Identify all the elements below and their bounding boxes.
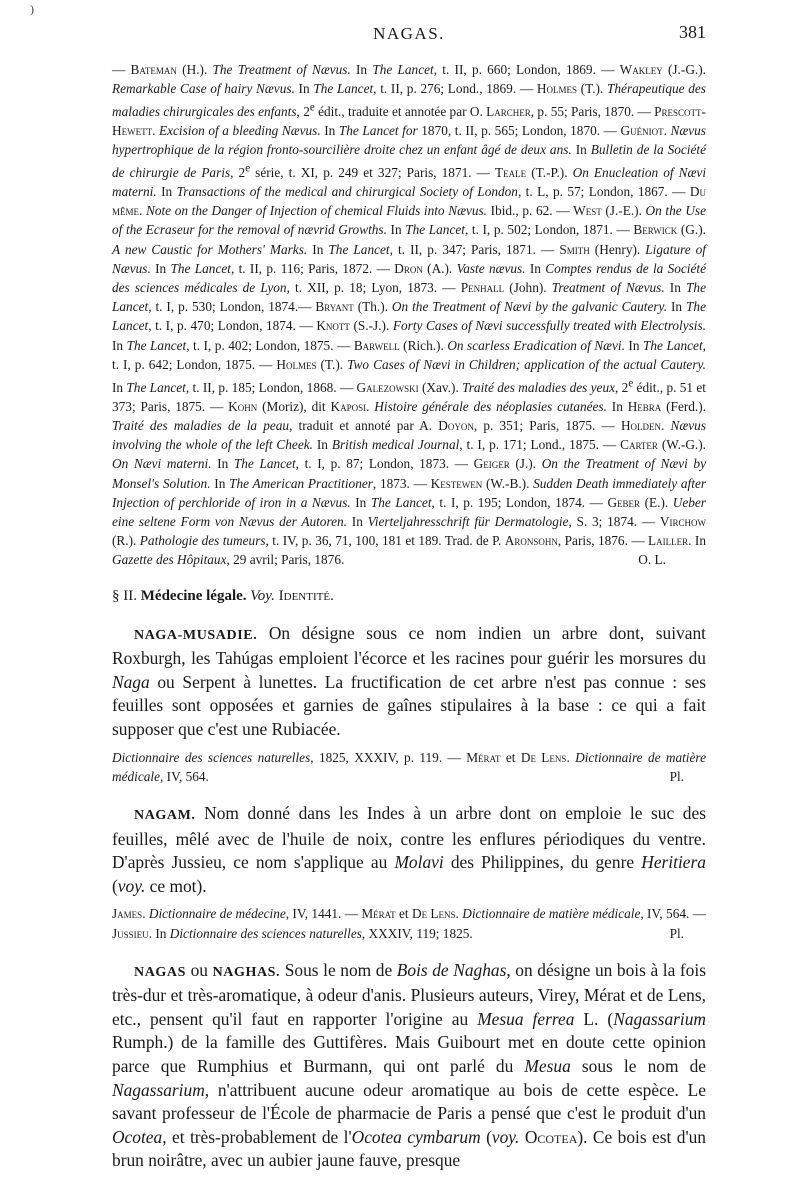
entry-headword: NAGAM. xyxy=(134,807,196,823)
entry-reference xyxy=(112,904,706,942)
entry-headword-variant: NAGHAS. xyxy=(212,964,281,980)
entry-headword: NAGAS xyxy=(134,964,187,980)
page xyxy=(112,20,706,1173)
page-edge-mark: ) xyxy=(30,2,34,16)
entry-reference-text: James. Dictionnaire de médecine, IV, 1441. — Mérat et De Lens. Dictionnaire de matière médicale, IV, 564. — Jussieu. In Dictionnaire des sciences naturelles, XXXIV, 119; 1825. xyxy=(112,906,706,941)
entry-body xyxy=(112,622,706,742)
entry-headword-conjunction: ou xyxy=(190,959,208,980)
bibliography-paragraph xyxy=(112,60,706,570)
entry-nagas xyxy=(112,959,706,1173)
section-target: Identité. xyxy=(278,587,334,604)
bibliography-text: — Bateman (H.). The Treatment of Nævus. In The Lancet, t. II, p. 660; London, 1869. — Wakley (J.-G.). Remarkable Case of hairy Nævus. In The Lancet, t. II, p. 276; Lond., 1869. — Holmes (T.). Thérapeutique des maladies chirurgicales des enfants, 2e édit., traduite et annotée par O. Larcher, p. 55; Paris, 1870. — Prescott-Hewett. Excision of a bleeding Nævus. In The Lancet for 1870, t. II, p. 565; London, 1870. — Guéniot. Nævus hypertrophique de la région fronto-sourcilière droite chez un enfant âgé de deux ans. In Bulletin de la Société de chirurgie de Paris, 2e série, t. XI, p. 249 et 327; Paris, 1871. — Teale (T.-P.). On Enucleation of Nævi materni. In Transactions of the medical and chirurgical Society of London, t. L, p. 57; London, 1867. — Du même. Note on the Danger of Injection of chemical Fluids into Nævus. Ibid., p. 62. — West (J.-E.). On the Use of the Ecraseur for the removal of nævrid Growths. In The Lancet, t. I, p. 502; London, 1871. — Berwick (G.). A new Caustic for Mothers' Marks. In The Lancet, t. II, p. 347; Paris, 1871. — Smith (Henry). Ligature of Nævus. In The Lancet, t. II, p. 116; Paris, 1872. — Dron (A.). Vaste nævus. In Comptes rendus de la Société des sciences médicales de Lyon, t. XII, p. 18; Lyon, 1873. — Penhall (John). Treatment of Nævus. In The Lancet, t. I, p. 530; London, 1874.— Bryant (Th.). On the Treatment of Nævi by the galvanic Cautery. In The Lancet, t. I, p. 470; London, 1874. — Knott (S.-J.). Forty Cases of Nævi successfully treated with Electrolysis. In The Lancet, t. I, p. 402; London, 1875. — Barwell (Rich.). On scarless Eradication of Nævi. In The Lancet, t. I, p. 642; London, 1875. — Holmes (T.). Two Cases of Nævi in Children; application of the actual Cautery. In The Lancet, t. II, p. 185; London, 1868. — Galezowski (Xav.). Traité des maladies des yeux, 2e édit., p. 51 et 373; Paris, 1875. — Kohn (Moriz), dit Kaposi. Histoire générale des néoplasies cutanées. In Hebra (Ferd.). Traité des maladies de la peau, traduit et annoté par A. Doyon, p. 351; Paris, 1875. — Holden. Nævus involving the whole of the left Cheek. In British medical Journal, t. I, p. 171; Lond., 1875. — Carter (W.-G.). On Nævi materni. In The Lancet, t. I, p. 87; London, 1873. — Geiger (J.). On the Treatment of Nævi by Monsel's Solution. In The American Practitioner, 1873. — Kestewen (W.-B.). Sudden Death immediately after Injection of perchloride of iron in a Nævus. In The Lancet, t. I, p. 195; London, 1874. — Geber (E.). Ueber eine seltene Form von Nævus der Autoren. In Vierteljahresschrift für Dermatologie, S. 3; 1874. — Virchow (R.). Pathologie des tumeurs, t. IV, p. 36, 71, 100, 181 et 189. Trad. de P. Aronsohn, Paris, 1876. — Lailler. In Gazette des Hôpitaux, 29 avril; Paris, 1876. xyxy=(112,62,707,568)
page-number: 381 xyxy=(679,22,706,42)
entry-text: Sous le nom de Bois de Naghas, on désigne un bois à la fois très-dur et très-aromatique, à odeur d'anis. Plusieurs auteurs, Virey, Mérat et de Lens, etc., pensent qu'il faut en rapporter l'origine au Mesua ferrea L. (Nagassarium Rumph.) de la famille des Guttifères. Mais Guibourt met en doute cette opinion parce que Rumphius et Burmann, qui ont parlé du Mesua sous le nom de Nagassarium, n'attribuent aucune odeur aromatique au bois de cette espèce. Le savant professeur de l'École de pharmacie de Paris a pensé que c'est le produit d'un Ocotea, et très-probablement de l'Ocotea cymbarum (voy. Ocotea). Ce bois est d'un brun noirâtre, avec un aubier jaune fauve, presque xyxy=(112,959,706,1171)
running-head xyxy=(112,20,706,50)
bibliography-signature: O. L. xyxy=(638,552,666,568)
entry-text: On désigne sous ce nom indien un arbre dont, suivant Roxburgh, les Tahúgas emploient l'écorce et les racines pour guérir les morsures du Naga ou Serpent à lunettes. La fructification de cet arbre n'est pas connue : ses feuilles sont opposées et garnies de gaînes stipulaires à la base : ce qui a fait supposer que c'est une Rubiacée. xyxy=(112,622,706,739)
entry-body xyxy=(112,959,706,1173)
entry-body xyxy=(112,802,706,898)
entry-headword: NAGA-MUSADIE. xyxy=(134,627,258,643)
entry-nagam xyxy=(112,802,706,943)
entry-reference-text: Dictionnaire des sciences naturelles, 1825, XXXIV, p. 119. — Mérat et De Lens. Dictionnaire de matière médicale, IV, 564. xyxy=(112,749,706,784)
section-marker: § II. xyxy=(112,587,137,604)
section-voy: Voy. xyxy=(250,587,275,604)
section-title: Médecine légale. xyxy=(140,587,247,604)
section-heading xyxy=(112,586,706,606)
entry-naga-musadie xyxy=(112,622,706,786)
entry-reference xyxy=(112,748,706,786)
entry-text: Nom donné dans les Indes à un arbre dont on emploie le suc des feuilles, mêlé avec de l'huile de noix, contre les enflures périodiques du ventre. D'après Jussieu, ce nom s'applique au Molavi des Philippines, du genre Heritiera (voy. ce mot). xyxy=(112,802,706,896)
entry-signature: Pl. xyxy=(669,925,684,941)
running-title: NAGAS. xyxy=(373,24,445,43)
entry-signature: Pl. xyxy=(669,768,684,784)
